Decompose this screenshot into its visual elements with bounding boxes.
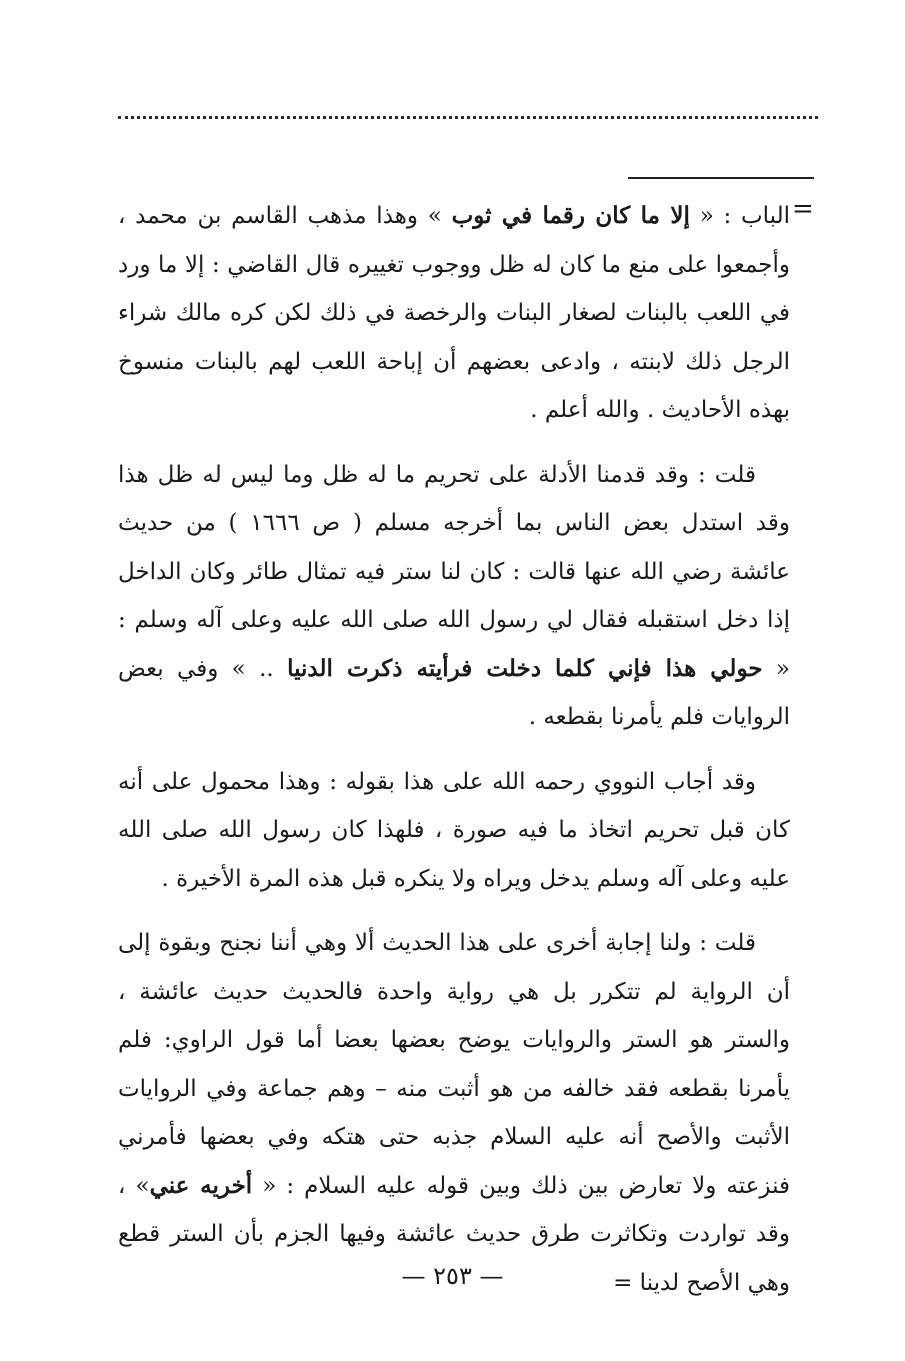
paragraph-1: الباب : « إلا ما كان رقما في ثوب » وهذا مذهب القاسم بن محمد ، وأجمعوا على منع ما كان له ظل ووجوب تغييره قال القاضي : إلا ما ورد في اللعب بالبنات لصغار البنات والرخصة في ذلك لكن كره مالك شراء الرجل ذلك لابنته ، وادعى بعضهم أن إباحة اللعب لهم بالبنات منسوخ بهذه الأحاديث . والله أعلم .	[118, 202, 790, 423]
quoted-hadith: أخريه عني	[149, 1171, 253, 1199]
page-number: — ٢٥٣ —	[401, 1262, 504, 1290]
quoted-hadith: إلا ما كان رقما في ثوب	[451, 202, 690, 229]
paragraph-4: قلت : ولنا إجابة أخرى على هذا الحديث ألا وهي أننا نجنح وبقوة إلى أن الرواية لم تتكرر بل هي رواية واحدة فالحديث حديث عائشة ، والستر هو الستر والروايات يوضح بعضها بعضا أما قول الراوي: فلم يأمرنا بقطعه فقد خالفه من هو أثبت منه – وهم جماعة وفي الروايات الأثبت والأصح أنه عليه السلام جذبه حتى هتكه وفي بعضها فأمرني فنزعته ولا تعارض بين ذلك وبين قوله عليه السلام : « أخريه عني» ، وقد تواردت وتكاثرت طرق حديث عائشة وفيها الجزم بأن الستر قطع وهي الأصح لدينا =	[118, 930, 791, 1296]
quoted-hadith: حولي هذا فإني كلما دخلت فرأيته ذكرت الدنيا	[287, 654, 763, 682]
dotted-separator	[118, 116, 818, 119]
paragraph-3: وقد أجاب النووي رحمه الله على هذا بقوله : وهذا محمول على أنه كان قبل تحريم اتخاذ ما فيه صورة ، فلهذا كان رسول الله صلى الله عليه وعلى آله وسلم يدخل ويراه ولا ينكره قبل هذه المرة الأخيرة .	[118, 768, 790, 892]
continuation-marker: =	[792, 194, 814, 224]
footnote-rule	[628, 177, 814, 179]
paragraph-2: قلت : وقد قدمنا الأدلة على تحريم ما له ظل وما ليس له ظل هذا وقد استدل بعض الناس بما أخرجه مسلم ( ص ١٦٦٦ ) من حديث عائشة رضي الله عنها قالت : كان لنا ستر فيه تمثال طائر وكان الداخل إذا دخل استقبله فقال لي رسول الله صلى الله عليه وعلى آله وسلم : « حولي هذا فإني كلما دخلت فرأيته ذكرت الدنيا .. » وفي بعض الروايات فلم يأمرنا بقطعه .	[118, 461, 790, 730]
footnote-body	[118, 192, 790, 1307]
